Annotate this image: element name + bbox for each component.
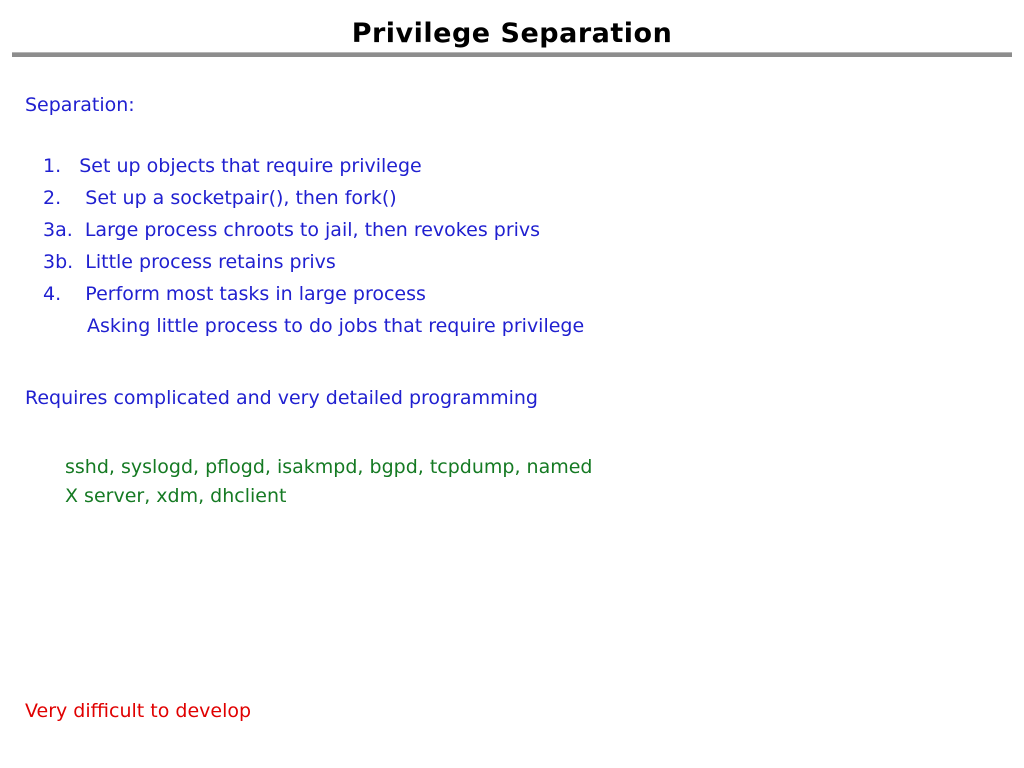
requires-note: Requires complicated and very detailed programming xyxy=(25,386,538,409)
list-item: 3a. Large process chroots to jail, then revokes privs xyxy=(43,218,541,241)
footer-note: Very difficult to develop xyxy=(25,700,252,722)
examples-list xyxy=(65,453,995,512)
list-item: sshd, syslogd, pflogd, isakmpd, bgpd, tcpdump, named xyxy=(65,455,593,478)
list-item: 1. Set up objects that require privilege xyxy=(43,155,422,177)
title-divider xyxy=(12,52,1012,57)
list-item: 2. Set up a socketpair(), then fork() xyxy=(43,186,397,209)
list-item: 4. Perform most tasks in large process xyxy=(43,282,426,305)
list-item: X server, xdm, dhclient xyxy=(65,485,287,507)
page-title: Privilege Separation xyxy=(351,18,673,49)
slide-body xyxy=(25,96,995,511)
steps-list xyxy=(25,157,995,305)
section-heading-separation: Separation: xyxy=(25,94,135,116)
list-item: 3b. Little process retains privs xyxy=(43,250,336,273)
sub-note: Asking little process to do jobs that require privilege xyxy=(87,314,585,337)
